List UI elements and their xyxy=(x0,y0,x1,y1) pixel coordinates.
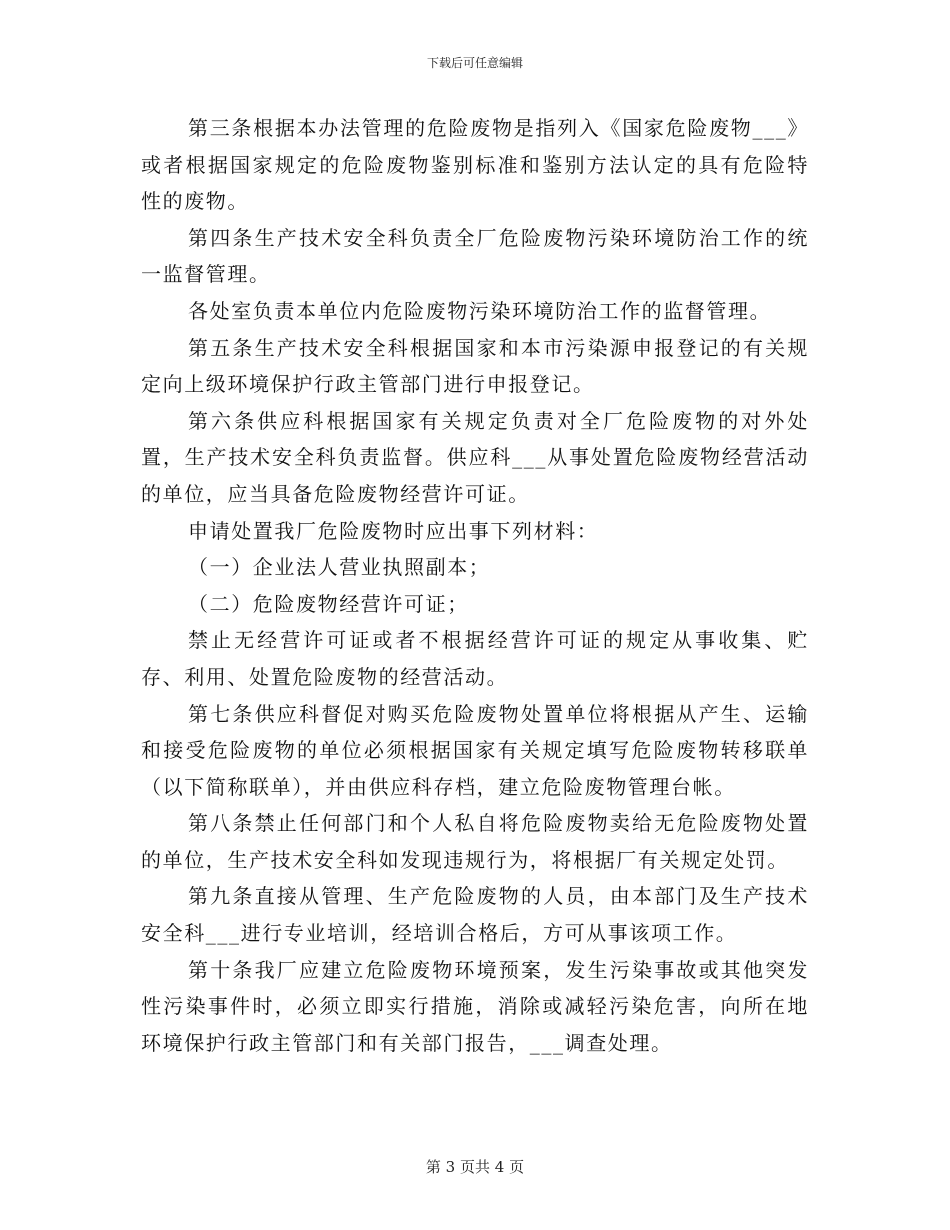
paragraph: 各处室负责本单位内危险废物污染环境防治工作的监督管理。 xyxy=(188,298,772,323)
document-body xyxy=(141,110,809,1061)
page-footer: 第 3 页共 4 页 xyxy=(425,1158,525,1176)
paragraph: 第八条禁止任何部门和个人私自将危险废物卖给无危险废物处置的单位，生产技术安全科如发现违规行为，将根据厂有关规定处罚。 xyxy=(141,811,809,872)
paragraph: 第十条我厂应建立危险废物环境预案，发生污染事故或其他突发性污染事件时，必须立即实行措施，消除或减轻污染危害，向所在地环境保护行政主管部门和有关部门报告，___调查处理。 xyxy=(141,957,809,1055)
page-header: 下载后可任意编辑 xyxy=(426,56,523,70)
paragraph: 禁止无经营许可证或者不根据经营许可证的规定从事收集、贮存、利用、处置危险废物的经营活动。 xyxy=(141,628,809,689)
paragraph: 申请处置我厂危险废物时应出事下列材料： xyxy=(188,518,599,543)
paragraph: 第三条根据本办法管理的危险废物是指列入《国家危险废物___》或者根据国家规定的危险废物鉴别标准和鉴别方法认定的具有危险特性的废物。 xyxy=(141,116,809,214)
list-item: （二）危险废物经营许可证； xyxy=(188,591,469,616)
paragraph: 第九条直接从管理、生产危险废物的人员，由本部门及生产技术安全科___进行专业培训，经培训合格后，方可从事该项工作。 xyxy=(141,884,809,946)
list-item: （一）企业法人营业执照副本； xyxy=(188,555,491,580)
paragraph: 第四条生产技术安全科负责全厂危险废物污染环境防治工作的统一监督管理。 xyxy=(141,225,809,287)
paragraph: 第六条供应科根据国家有关规定负责对全厂危险废物的对外处置，生产技术安全科负责监督。供应科___从事处置危险废物经营活动的单位，应当具备危险废物经营许可证。 xyxy=(141,408,809,506)
paragraph: 第五条生产技术安全科根据国家和本市污染源申报登记的有关规定向上级环境保护行政主管部门进行申报登记。 xyxy=(141,335,809,397)
paragraph: 第七条供应科督促对购买危险废物处置单位将根据从产生、运输和接受危险废物的单位必须根据国家有关规定填写危险废物转移联单（以下简称联单），并由供应科存档，建立危险废物管理台帐。 xyxy=(141,701,809,799)
